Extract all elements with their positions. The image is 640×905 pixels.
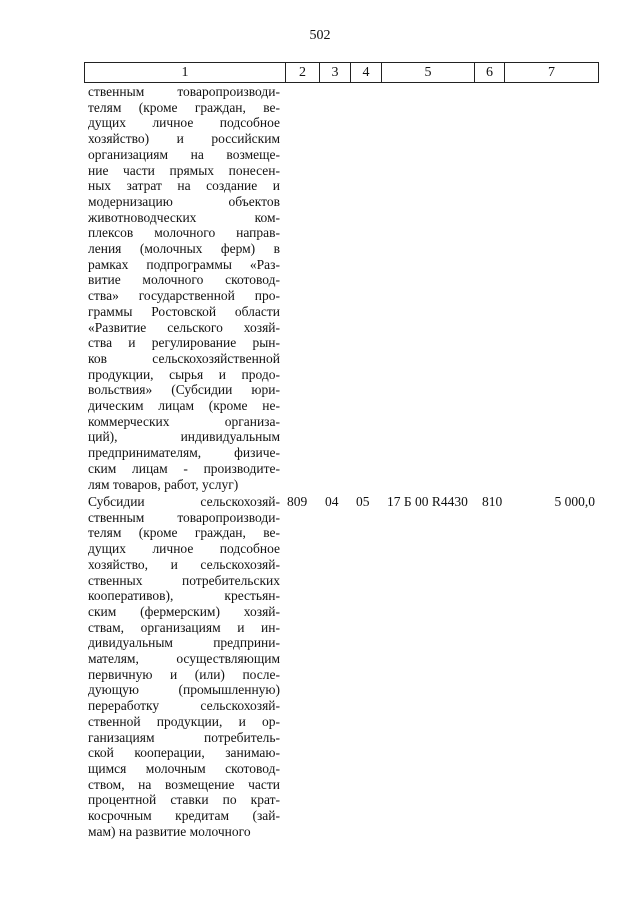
row2-description-line: ством, на возмещение части [88, 776, 280, 792]
row1-description-line: ским лицам - производите- [88, 460, 280, 476]
row1-description-line: ления (молочных ферм) в [88, 241, 280, 257]
row1-description-line: ние части прямых понесен- [88, 162, 280, 178]
row1-description-line: модернизацию объектов [88, 193, 280, 209]
row2-description-line: хозяйство, и сельскохозяй- [88, 556, 280, 572]
row2-description-line: ганизациям потребитель- [88, 729, 280, 745]
row1-description-line: коммерческих организа- [88, 413, 280, 429]
row2-description-line: косрочным кредитам (зай- [88, 808, 280, 824]
header-col-3: 3 [320, 63, 351, 82]
row1-description-line: ственным товаропроизводи- [88, 84, 280, 99]
row2-description-line: ствам, организациям и ин- [88, 619, 280, 635]
row1-description-line: телям (кроме граждан, ве- [88, 99, 280, 115]
header-col-1: 1 [85, 63, 286, 82]
row2-description-line: щимся молочным скотовод- [88, 760, 280, 776]
row2-description-line: ственным товаропроизводи- [88, 509, 280, 525]
row1-description-line: рамках подпрограммы «Раз- [88, 256, 280, 272]
row1-description-line: дическим лицам (кроме не- [88, 398, 280, 414]
row1-description-line: дущих личное подсобное [88, 115, 280, 131]
row2-description-line: переработку сельскохозяй- [88, 698, 280, 714]
header-col-4: 4 [351, 63, 382, 82]
row2-description-line: мам) на развитие молочного [88, 823, 251, 839]
row2-description-line: дущих личное подсобное [88, 541, 280, 557]
row1-description-line: «Развитие сельского хозяй- [88, 319, 280, 335]
row2-ved-code: 809 [287, 494, 308, 509]
row1-description-line: животноводческих ком- [88, 209, 280, 225]
table-header-row [84, 62, 599, 83]
row2-description [88, 494, 280, 839]
row1-description-line: ства» государственной про- [88, 288, 280, 304]
header-col-2: 2 [286, 63, 320, 82]
row2-description-line: дивидуальным предприни- [88, 635, 280, 651]
row1-description-line: витие молочного скотовод- [88, 272, 280, 288]
row2-rz-code: 04 [325, 494, 339, 509]
page-number: 502 [309, 28, 331, 43]
row2-description-line: ской кооперации, занимаю- [88, 745, 280, 761]
row1-description-line: лям товаров, работ, услуг) [88, 476, 239, 492]
header-col-5: 5 [382, 63, 475, 82]
row1-description-line: организациям на возмеще- [88, 146, 280, 162]
row1-description-line: ков сельскохозяйственной [88, 350, 280, 366]
row2-vr-code: 810 [482, 494, 503, 509]
row2-description-line: мателям, осуществляющим [88, 651, 280, 667]
row2-description-line: ственных потребительских [88, 572, 280, 588]
row2-pr-code: 05 [356, 494, 370, 509]
row1-description [88, 84, 280, 492]
row1-description-line: вольствия» (Субсидии юри- [88, 382, 280, 398]
row2-csr-code: 17 Б 00 R4430 [387, 494, 468, 509]
row2-description-line: процентной ставки по крат- [88, 792, 280, 808]
row2-description-line: Субсидии сельскохозяй- [88, 494, 280, 509]
header-col-7: 7 [548, 65, 555, 80]
row1-description-line: граммы Ростовской области [88, 303, 280, 319]
row2-description-line: кооперативов), крестьян- [88, 588, 280, 604]
header-col-6: 6 [475, 63, 505, 82]
row1-description-line: ства и регулирование рын- [88, 335, 280, 351]
row2-description-line: ственной продукции, и ор- [88, 713, 280, 729]
row1-description-line: плексов молочного направ- [88, 225, 280, 241]
row2-description-line: телям (кроме граждан, ве- [88, 525, 280, 541]
row2-description-line: ским (фермерским) хозяй- [88, 603, 280, 619]
row1-description-line: хозяйство) и российским [88, 131, 280, 147]
row1-description-line: ных затрат на создание и [88, 178, 280, 194]
row1-description-line: продукции, сырья и продо- [88, 366, 280, 382]
row2-sum: 5 000,0 [554, 494, 595, 509]
row1-description-line: ций), индивидуальным [88, 429, 280, 445]
row2-description-line: дующую (промышленную) [88, 682, 280, 698]
row2-description-line: первичную и (или) после- [88, 666, 280, 682]
row1-description-line: предпринимателям, физиче- [88, 445, 280, 461]
